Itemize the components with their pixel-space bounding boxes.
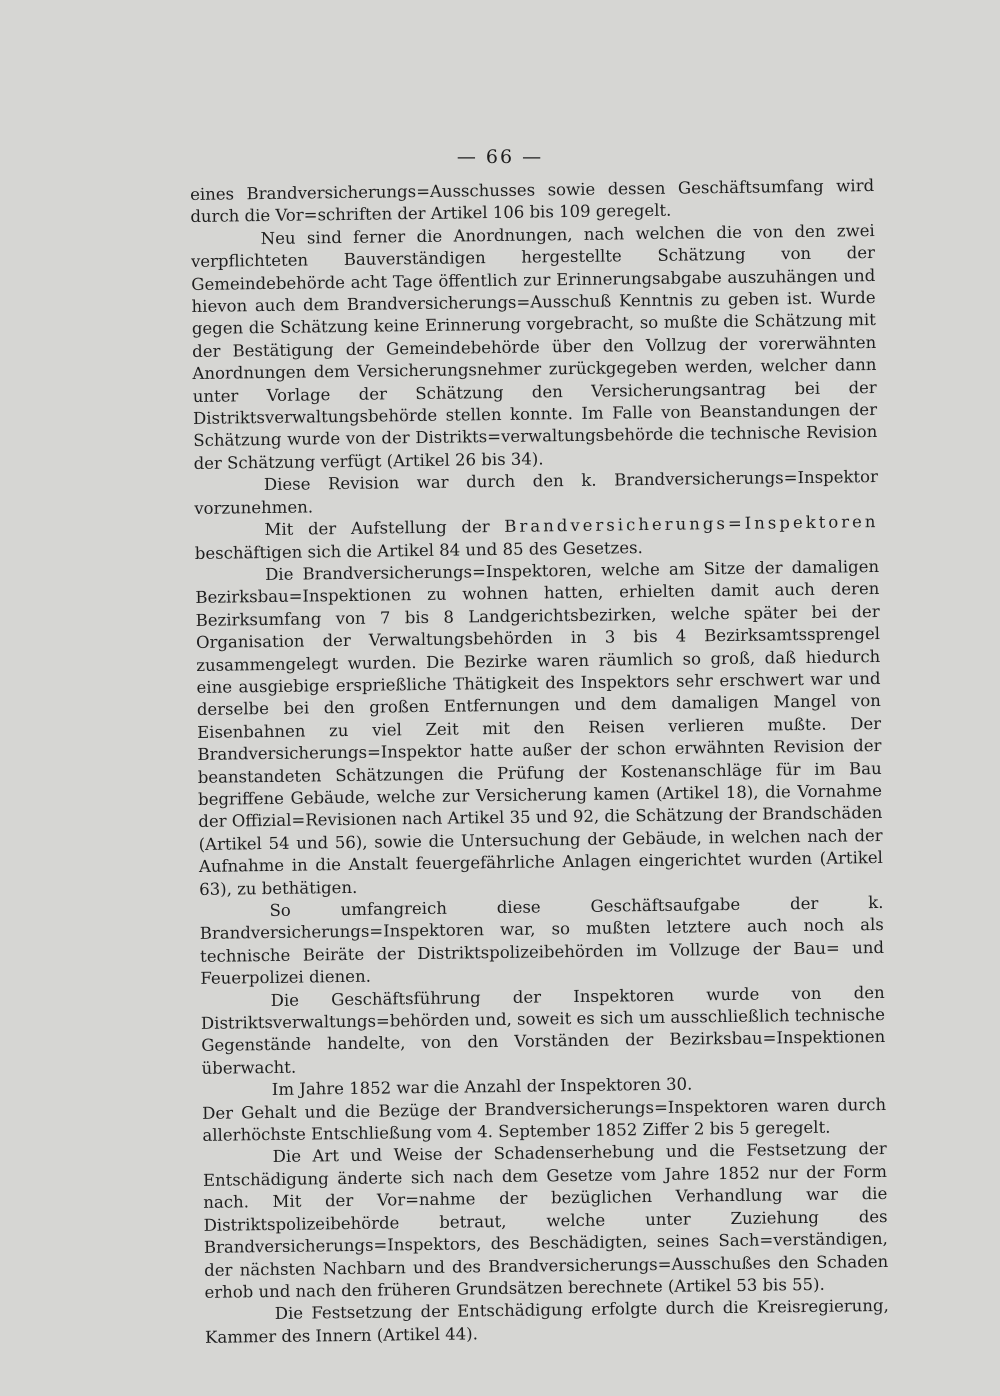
paragraph-revision: Diese Revision war durch den k. Brandversicherungs=Inspektor vorzunehmen.	[194, 467, 879, 518]
paragraph-anzahl: Im Jahre 1852 war die Anzahl der Inspektoren 30.	[271, 1074, 693, 1100]
paragraph-anordnungen: Neu sind ferner die Anordnungen, nach welchen die von den zwei verpflichteten Bauverständigen hergestellte Schätzung von der Gemeindebehörde acht Tage öffentlich zur Erinnerungsabgabe auszuhängen und hievon auch dem Brandversicherungs=Ausschuß Kenntnis zu geben ist. Wurde gegen die Schätzung keine Erinnerung vorgebracht, so mußte die Schätzung mit der Bestätigung der Gemeindebehörde über den Vollzug der vorerwähnten Anordnungen dem Versicherungsnehmer zurückgegeben werden, welcher dann unter Vorlage der Schätzung den Versicherungsantrag bei der Distriktsverwaltungsbehörde stellen konnte. Im Falle von Beanstandungen der Schätzung wurde von der Distrikts=verwaltungsbehörde die technische Revision der Schätzung verfügt (Artikel 26 bis 34).	[190, 220, 878, 473]
paragraph-continuation: eines Brandversicherungs=Ausschusses sowie dessen Geschäftsumfang wird durch die Vor=schriften der Artikel 106 bis 109 geregelt.	[190, 176, 875, 227]
paragraph-gehalt: Der Gehalt und die Bezüge der Brandversicherungs=Inspektoren waren durch allerhöchste Entschließung vom 4. September 1852 Ziffer 2 bis 5 geregelt.	[202, 1094, 887, 1145]
inspector-prefix: Mit der Aufstellung der	[264, 517, 505, 540]
paragraph-schadenserhebung: Die Art und Weise der Schadenserhebung und die Festsetzung der Entschädigung änderte sich nach dem Gesetze vom Jahre 1852 nur der Form nach. Mit der Vor=nahme der bezüglichen Verhandlung war die Distriktspolizeibehörde betraut, welche unter Zuziehung des Brandversicherungs=Inspektors, des Beschädigten, seines Sach=verständigen, der nächsten Nachbarn und des Brandversicherungs=Ausschußes den Schaden erhob und nach den früheren Grundsätzen berechnete (Artikel 53 bis 55).	[202, 1139, 889, 1302]
inspector-spaced-term: Brandversicherungs=Inspektoren	[504, 512, 879, 537]
paragraph-geschaeftsfuehrung: Die Geschäftsführung der Inspektoren wurde von den Distriktsverwaltungs=behörden und, soweit es sich um ausschließlich technische Gegenstände handelte, von den Vorständen der Bezirksbau=Inspektionen überwacht.	[200, 982, 886, 1078]
body-text	[190, 175, 889, 1349]
paragraph-bezirke: Die Brandversicherungs=Inspektoren, welche am Sitze der damaligen Bezirksbau=Inspektionen zu wohnen hatten, erhielten damit auch deren Bezirksumfang von 7 bis 8 Landgerichtsbezirken, welche später bei der Organisation der Verwaltungsbehörden in 3 bis 4 Bezirksamtssprengel zusammengelegt wurden. Die Bezirke waren räumlich so groß, daß hiedurch eine ausgiebige ersprießliche Thätigkeit des Inspektors sehr erschwert war und derselbe bei den großen Entfernungen und dem damaligen Mangel von Eisenbahnen zu viel Zeit mit den Reisen verlieren mußte. Der Brandversicherungs=Inspektor hatte außer der schon erwähnten Revision der beanstandeten Schätzungen die Prüfung der Kostenanschläge für im Bau begriffene Gebäude, welche zur Versicherung kamen (Artikel 18), die Vornahme der Offizial=Revisionen nach Artikel 35 und 92, die Schätzung der Brandschäden (Artikel 54 und 56), sowie die Untersuchung der Gebäude, in welchen nach der Aufnahme in die Anstalt feuergefährliche Anlagen eingerichtet wurden (Artikel 63), zu bethätigen.	[195, 556, 884, 899]
page-number: — 66 —	[456, 146, 544, 168]
inspector-suffix: beschäftigen sich die Artikel 84 und 85 des Gesetzes.	[194, 537, 643, 563]
paragraph-festsetzung: Die Festsetzung der Entschädigung erfolgte durch die Kreisregierung, Kammer des Innern (Artikel 44).	[204, 1296, 889, 1347]
paragraph-geschaeftsaufgabe: So umfangreich diese Geschäftsaufgabe der k. Brandversicherungs=Inspektoren war, so mußten letztere auch noch als technische Beiräte der Distriktspolizeibehörden im Vollzuge der Bau= und Feuerpolizei dienen.	[199, 892, 885, 989]
